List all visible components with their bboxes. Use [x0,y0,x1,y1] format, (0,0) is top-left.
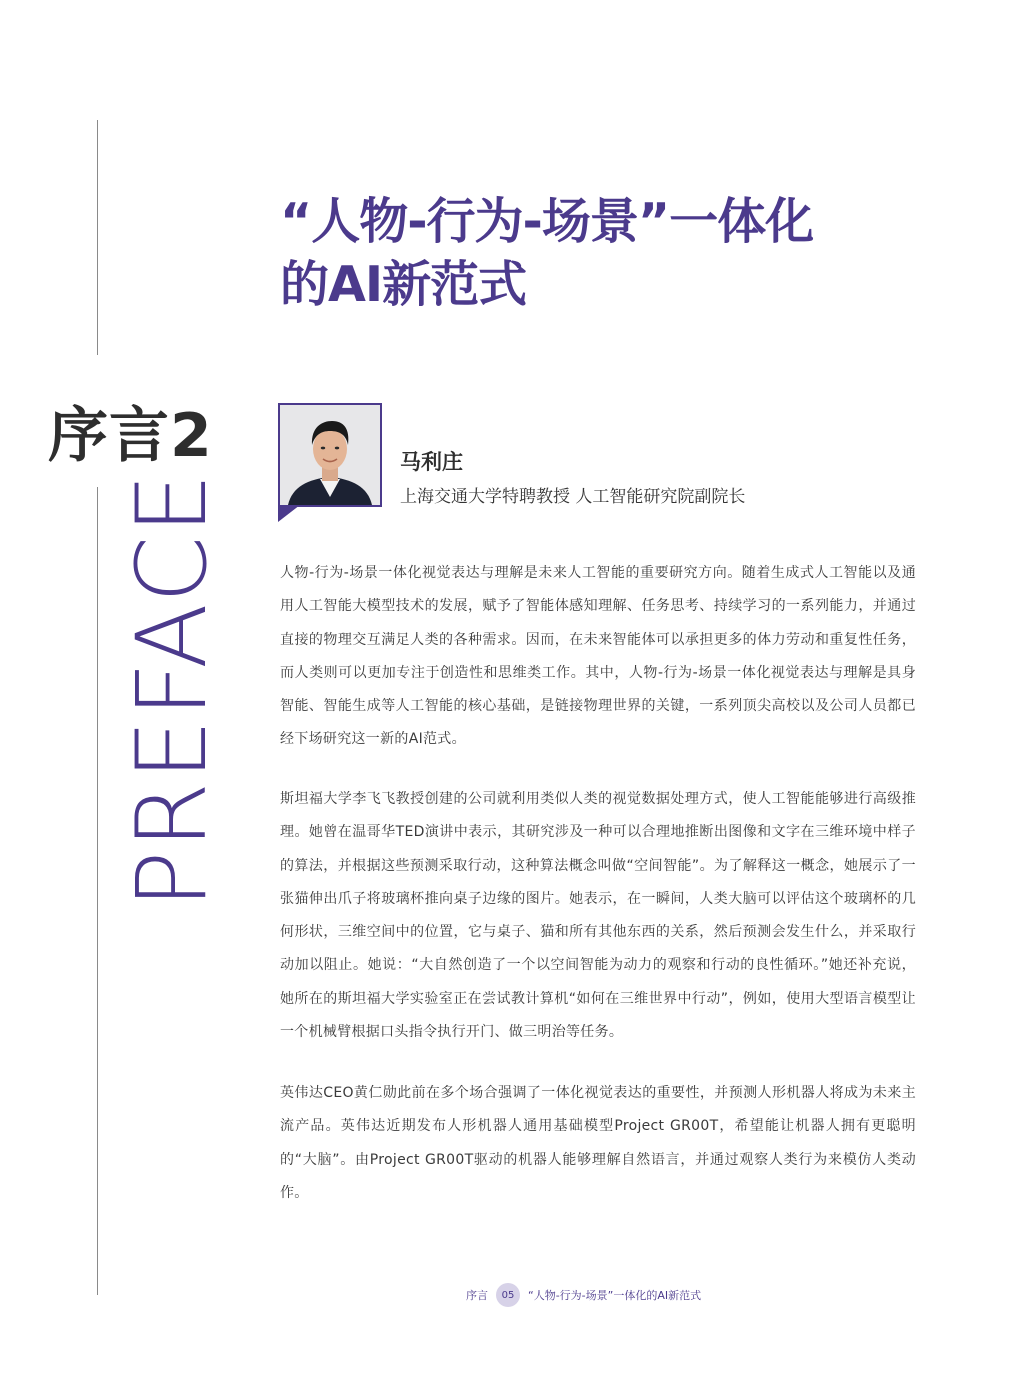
preface-label: 序言2 [48,401,213,471]
left-divider-bottom [97,487,98,1295]
author-portrait-image [280,405,380,505]
body-paragraph-3: 英伟达CEO黄仁勋此前在多个场合强调了一体化视觉表达的重要性，并预测人形机器人将成为未来主流产品。英伟达近期发布人形机器人通用基础模型Project GR00T，希望能让机器人拥有更聪明的“大脑”。由Project GR00T驱动的机器人能够理解自然语言，并通过观察人类行为来模仿人类动作。 [280,1085,916,1201]
body-paragraph-2: 斯坦福大学李飞飞教授创建的公司就利用类似人类的视觉数据处理方式，使人工智能能够进行高级推理。她曾在温哥华TED演讲中表示，其研究涉及一种可以合理地推断出图像和文字在三维环境中样子的算法，并根据这些预测采取行动，这种算法概念叫做“空间智能”。为了解释这一概念，她展示了一张猫伸出爪子将玻璃杯推向桌子边缘的图片。她表示，在一瞬间，人类大脑可以评估这个玻璃杯的几何形状，三维空间中的位置，它与桌子、猫和所有其他东西的关系，然后预测会发生什么，并采取行动加以阻止。她说：“大自然创造了一个以空间智能为动力的观察和行动的良性循环。”她还补充说，她所在的斯坦福大学实验室正在尝试教计算机“如何在三维世界中行动”，例如，使用大型语言模型让一个机械臂根据口头指令执行开门、做三明治等任务。 [280,791,916,1041]
author-portrait [278,403,382,507]
author-role: 上海交通大学特聘教授 人工智能研究院副院长 [400,487,746,507]
footer-section-label: 序言 [466,1289,488,1302]
body-paragraph-1: 人物-行为-场景一体化视觉表达与理解是未来人工智能的重要研究方向。随着生成式人工智能以及通用人工智能大模型技术的发展，赋予了智能体感知理解、任务思考、持续学习的一系列能力，并通过直接的物理交互满足人类的各种需求。因而，在未来智能体可以承担更多的体力劳动和重复性任务，而人类则可以更加专注于创造性和思维类工作。其中，人物-行为-场景一体化视觉表达与理解是具身智能、智能生成等人工智能的核心基础，是链接物理世界的关键，一系列顶尖高校以及公司人员都已经下场研究这一新的AI范式。 [280,565,916,748]
article-title-line-1: “人物-行为-场景”一体化 [280,193,814,250]
page-footer [466,1283,701,1307]
preface-vertical-word: PREFACE [116,471,228,909]
author-name: 马利庄 [400,450,463,474]
article-title-line-2: 的AI新范式 [280,256,527,313]
left-divider-top [97,120,98,355]
page-number-badge: 05 [496,1283,520,1307]
footer-running-title: “人物-行为-场景”一体化的AI新范式 [528,1289,702,1302]
article-title [280,190,900,316]
portrait-speech-tail [278,505,300,522]
